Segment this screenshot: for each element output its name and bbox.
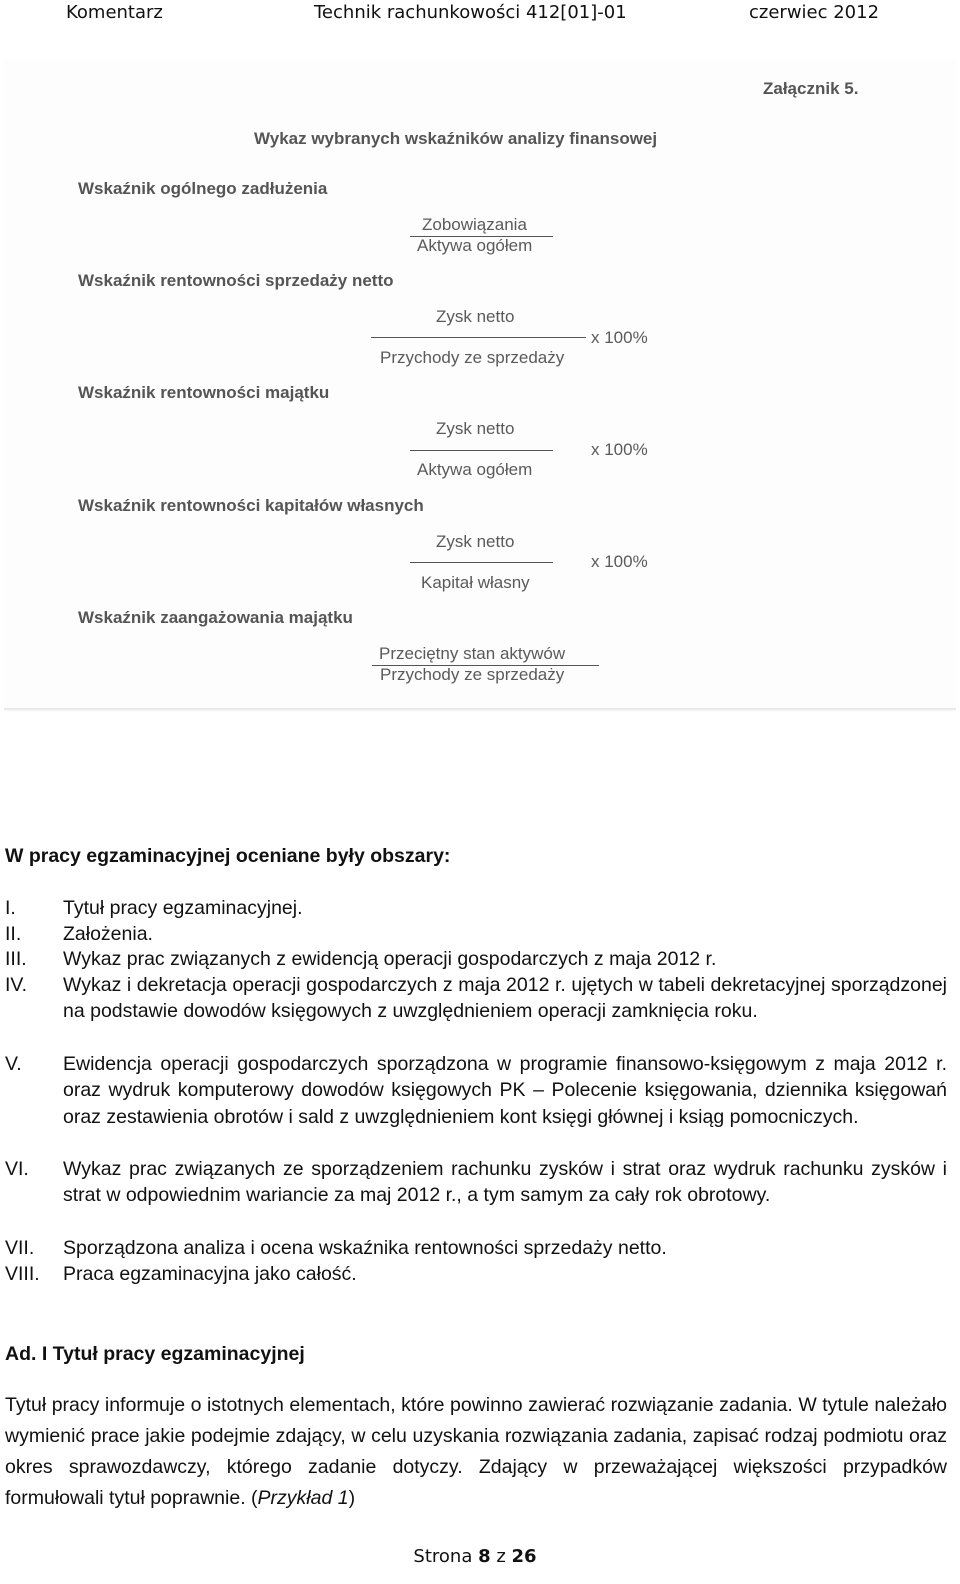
item-text: Tytuł pracy egzaminacyjnej. [63,897,303,919]
indicator-name: Wskaźnik rentowności sprzedaży netto [78,271,394,290]
page-number: 8 [478,1546,491,1567]
page-footer [0,1546,950,1567]
indicator-name: Wskaźnik rentowności majątku [78,383,330,402]
section-paragraph [5,1390,947,1514]
footer-mid: z [490,1546,512,1567]
indicator-numerator: Przeciętny stan aktywów [379,644,566,663]
paragraph-close: ) [348,1487,356,1509]
item-text: Ewidencja operacji gospodarczych sporządzona w programie finansowo-księgowym z maja 2012 r. oraz wydruk komputerowy dowodów księgowych PK – Polecenie księgowania, dziennika księgowań oraz zestawienia obrotów i sald z uwzględnieniem kont księgi głównej i ksiąg pomocniczych. [63,1053,947,1128]
indicator-denominator: Kapitał własny [421,573,530,592]
indicator-denominator: Aktywa ogółem [417,460,533,479]
item-number: VIII. [5,1263,40,1285]
indicator-multiplier: x 100% [591,328,648,347]
assessment-heading: W pracy egzaminacyjnej oceniane były obszary: [5,845,451,867]
item-text: Sporządzona analiza i ocena wskaźnika rentowności sprzedaży netto. [63,1237,667,1259]
item-text: Wykaz prac związanych z ewidencją operacji gospodarczych z maja 2012 r. [63,948,717,970]
indicator-numerator: Zobowiązania [422,215,527,234]
indicator-numerator: Zysk netto [436,419,515,438]
item-number: VI. [5,1158,29,1180]
indicator-multiplier: x 100% [591,440,648,459]
indicator-numerator: Zysk netto [436,307,515,326]
item-text: Wykaz i dekretacja operacji gospodarczych z maja 2012 r. ujętych w tabeli dekretacyjnej sporządzonej na podstawie dowodów księgowych z uwzględnieniem operacji zamknięcia roku. [63,974,947,1023]
item-text: Praca egzaminacyjna jako całość. [63,1263,357,1285]
indicator-name: Wskaźnik ogólnego zadłużenia [78,179,328,198]
fraction-line [371,337,586,338]
indicator-denominator: Przychody ze sprzedaży [380,348,565,367]
fraction-line [410,562,553,563]
item-number: VII. [5,1237,35,1259]
indicator-name: Wskaźnik zaangażowania majątku [78,608,353,627]
scan-edge [4,708,956,711]
example-ref: Przykład 1 [257,1487,349,1509]
page-total: 26 [511,1546,537,1567]
fraction-line [410,450,553,451]
item-number: IV. [5,974,28,996]
item-number: I. [5,897,16,919]
paragraph-text: Tytuł pracy informuje o istotnych elementach, które powinno zawierać rozwiązanie zadania. W tytule należało wymienić prace jakie podejmie zdający, w celu uzyskania rozwiązania zadania, zapisać rodzaj podmiotu oraz okres sprawozdawczy, którego zadanie dotyczy. Zdający w przeważającej większości przypadków formułowali tytuł poprawnie. ( [5,1394,947,1509]
indicator-numerator: Zysk netto [436,532,515,551]
item-number: V. [5,1053,22,1075]
footer-prefix: Strona [413,1546,479,1567]
item-text: Założenia. [63,923,153,945]
indicator-multiplier: x 100% [591,552,648,571]
indicator-denominator: Przychody ze sprzedaży [380,665,565,684]
section-heading: Ad. I Tytuł pracy egzaminacyjnej [5,1343,305,1365]
header-right: czerwiec 2012 [749,2,880,23]
item-text: Wykaz prac związanych ze sporządzeniem rachunku zysków i strat oraz wydruk rachunku zysków i strat w odpowiednim wariancie za maj 2012 r., a tym samym za cały rok obrotowy. [63,1158,947,1207]
annex-label: Załącznik 5. [763,79,859,98]
indicator-name: Wskaźnik rentowności kapitałów własnych [78,496,424,515]
header-center: Technik rachunkowości 412[01]-01 [314,2,627,23]
indicator-denominator: Aktywa ogółem [417,236,533,255]
header-left: Komentarz [66,2,163,23]
item-number: II. [5,923,22,945]
item-number: III. [5,948,27,970]
annex-title: Wykaz wybranych wskaźników analizy finansowej [254,129,658,148]
